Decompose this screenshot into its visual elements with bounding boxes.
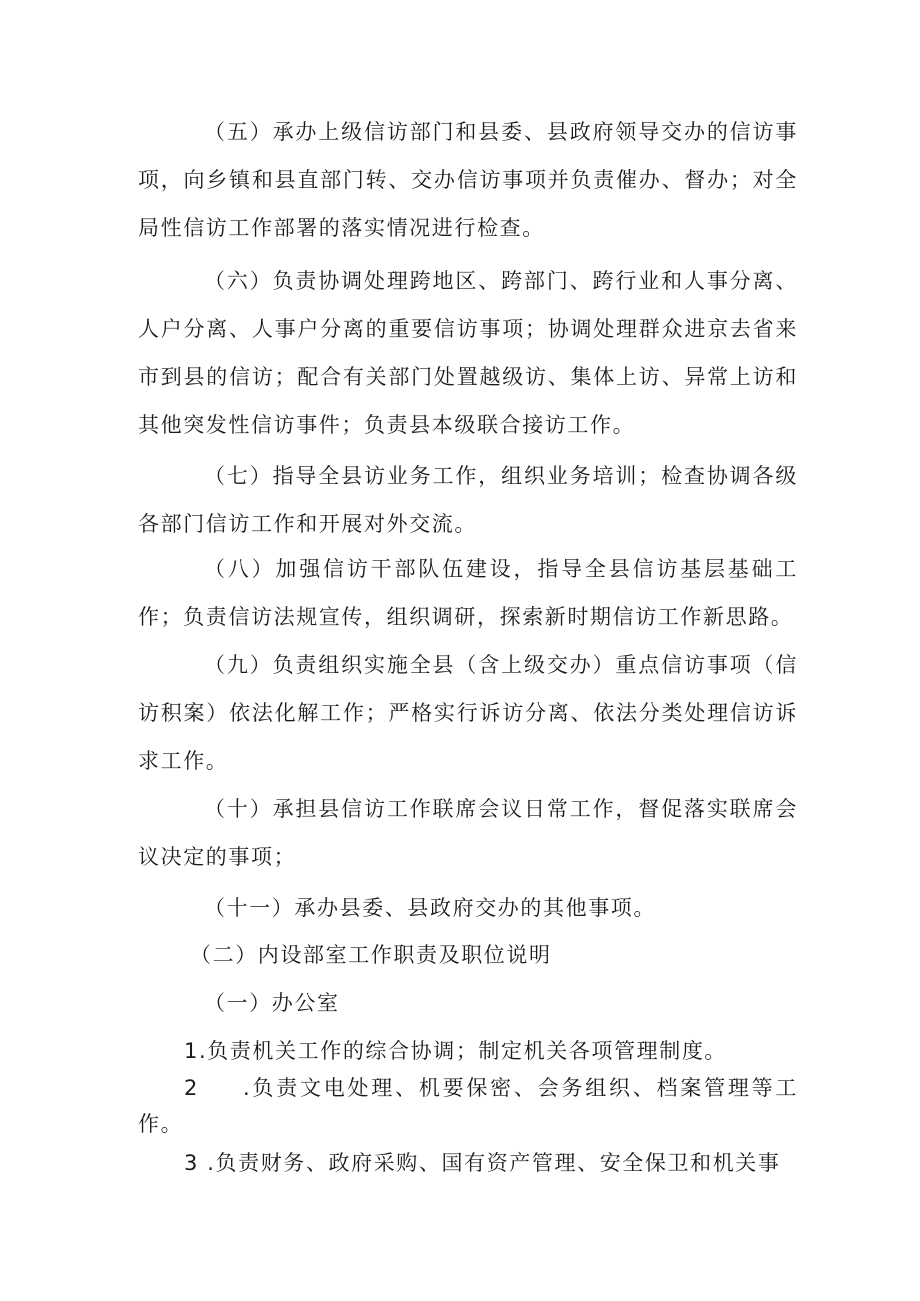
paragraph-item-5: （五）承办上级信访部门和县委、县政府领导交办的信访事项，向乡镇和县直部门转、交办信访事项并负责催办、督办；对全局性信访工作部署的落实情况进行检查。: [138, 120, 798, 240]
subsection-heading: （一）办公室: [204, 991, 340, 1015]
paragraph-item-9: （九）负责组织实施全县（含上级交办）重点信访事项（信访积案）依法化解工作；严格实行诉访分离、依法分类处理信访诉求工作。: [138, 653, 798, 773]
duty-item-3: 3 .负责财务、政府采购、国有资产管理、安全保卫和机关事: [184, 1151, 781, 1175]
paragraph-item-6: （六）负责协调处理跨地区、跨部门、跨行业和人事分离、人户分离、人事户分离的重要信访事项；协调处理群众进京去省来市到县的信访；配合有关部门处置越级访、集体上访、异常上访和其他突发性信访事件；负责县本级联合接访工作。: [138, 269, 798, 437]
duty-item-2-number: 2: [184, 1076, 199, 1100]
section-heading: （二）内设部室工作职责及职位说明: [190, 943, 552, 967]
duty-item-1: 1.负责机关工作的综合协调；制定机关各项管理制度。: [184, 1039, 728, 1063]
paragraph-item-7: （七）指导全县访业务工作，组织业务培训；检查协调各级各部门信访工作和开展对外交流。: [138, 464, 798, 536]
paragraph-item-8: （八）加强信访干部队伍建设，指导全县信访基层基础工作；负责信访法规宣传，组织调研，探索新时期信访工作新思路。: [138, 557, 798, 629]
paragraph-item-10: （十）承担县信访工作联席会议日常工作，督促落实联席会议决定的事项；: [138, 797, 798, 869]
duty-item-2-text: .负责文电处理、机要保密、会务组织、档案管理等工作。: [138, 1076, 798, 1136]
duty-item-2: [138, 1070, 798, 1142]
paragraph-item-11: （十一）承办县委、县政府交办的其他事项。: [204, 896, 656, 920]
